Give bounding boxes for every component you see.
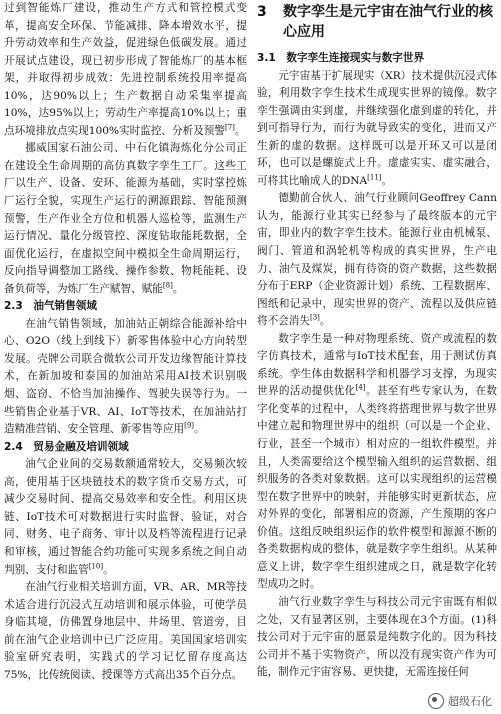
citation: [9]	[184, 421, 195, 430]
paragraph: 挪威国家石油公司、中石化镇海炼化分公司正在建设全生命周期的高仿真数字孪生工厂。这些工厂以生产、设备、安环、能源为基础，实时掌控炼厂运行全貌，实现生产运行的溯源跟踪、智能预测预警，生产作业全方位和机器人巡检等，监测生产运行情况、量化分级管控、深度钻取能耗数据，全面优化运行，在虚拟空间中模拟全生命周期运行，反向指导调整加工路线、操作参数、物耗能耗、设备负荷等，为炼厂生产赋智、赋能[8]。	[4, 142, 247, 295]
paragraph: 元宇宙基于扩展现实（XR）技术提供沉浸式体验，利用数字孪生技术生成现实世界的镜像。数字孪生强调由实到虚，并继续强化虚到虚的转化，并到可指导行为，而行为就导致实的变化，进而又产生新的虚的数据。这样既可以是开环又可以是闭环，也可以是螺旋式上升。虚虚实实、虚实融合，可将其比喻成人的DNA[11]。	[257, 69, 497, 187]
citation: [3]	[309, 313, 320, 322]
citation: [7]	[224, 123, 235, 132]
paragraph: 在油气销售领域，加油站正朝综合能源补给中心、O2O（线上到线下）新零售体验中心方向转型发展。壳牌公司联合微软公司开发边缘智能计算技术，在新加坡和泰国的加油站采用AI技术识别吸烟、盗窃、不恰当加油操作、驾驶失误等行为。一些销售企业基于VR、AI、IoT等技术，在加油站打造精准营销、安全管理、新零售等应用[9]。	[4, 317, 247, 436]
section-heading: 2.4 贸易金融及培训领域	[4, 440, 129, 453]
chapter-number: 3	[257, 4, 267, 20]
left-column	[4, 0, 247, 684]
citation: [8]	[162, 281, 173, 290]
paragraph: 油气企业间的交易数额通常较大，交易频次较高，使用基于区块链技术的数字货币交易方式，可减少交易时间、提高交易效率和安全性。利用区块链、IoT技术可对数据进行实时监督、验证，对合同、财务、电子商务、审计以及档等流程进行记录和审核，通过智能合约功能可实现多系统之间自动判别、支付和监管[10]。	[4, 458, 247, 576]
citation: [11]	[367, 173, 382, 182]
chapter-heading	[257, 2, 497, 42]
chapter-title: 数字孪生是元宇宙在油气行业的核心应用	[283, 4, 493, 40]
section-heading: 3.1 数字孪生连接现实与数字世界	[257, 52, 425, 64]
paragraph: 油气行业数字孪生与科技公司元宇宙既有相似之处，又有显著区别，主要体现在3个方面。(1)科技公司对于元宇宙的愿景是纯数字化的。因为科技公司并不基于实物资产，所以没有现实资产作为可能，制作元宇宙容易、更快捷，无需连接任何	[257, 595, 497, 679]
right-column	[257, 0, 497, 682]
wechat-logo-icon	[428, 693, 444, 709]
section-heading: 2.3 油气销售领域	[4, 300, 97, 313]
paragraph: 德勤前合伙人、油气行业顾问Geoffrey Cann认为，能源行业其实已经参与了最终版本的元宇宙，即业内的数字孪生技术。能源行业由机械泵、阀门、管道和涡轮机等构成的真实世界，生产电力、油气及煤炭，拥有待资的资产数据，这些数据分布于ERP（企业资源计划）系统、工程数据库、图纸和记录中，现实世界的资产、流程以及供应链将不会消失[3]。	[257, 192, 497, 328]
citation: [10]	[88, 561, 104, 570]
paragraph: 数字孪生是一种对物理系统、资产或流程的数字仿真技术，通常与IoT技术配套，用于测试仿真系统。孪生体由数据科学和机器学习支撑，为现实世界的活动提供优化[4]。甚至有些专家认为，在数字化变革的过程中，人类终将搭理世界与数字世界中建立起和物理世界中的组织（可以是一个企业、行业，甚至一个城市）相对应的一组软件模型。并且，人类需要给这个模型输入组织的运营数据、组织服务的各类对象数据。这可以实现组织的运营模型在数字世界中的映射，并能够实时更新状态，应对外界的变化，部署相应的资源，产生预期的客户价值。这组反映组织运作的软件模型和源源不断的各类数据构成的整体，就是数字孪生组织。从某种意义上讲，数字孪生组织建成之日，就是数字化转型成功之时。	[257, 332, 498, 591]
citation: [4]	[355, 383, 366, 392]
watermark-text: 超级石化	[448, 695, 492, 708]
watermark	[425, 692, 495, 710]
paragraph: 过到智能炼厂建设，推动生产方式和管控模式变革，提高安全环保、节能减排、降本增效水平，提升劳动效率和生产效益，促进绿色低碳发展。通过开展试点建设，现已初步形成了智能炼厂的基本框架，并取得初步成效：先进控制系统投用率提高10%，达90%以上；生产数据自动采集率提高10%，达95%以上；劳动生产率提高10%以上；重点环境排放点实现100%实时监控、分析及预警[7]。	[4, 2, 247, 137]
paragraph: 在油气行业相关培训方面，VR、AR、MR等技术适合进行沉浸式互动培训和展示体验，可使学员身临其境，仿佛置身地层中、井场里、管道旁，目前在油气企业培训中已广泛应用。美国国家培训实验室研究表明，实践式的学习记忆留存度高达75%，比传统阅读、授课等方式高出35个百分点。	[4, 581, 247, 681]
